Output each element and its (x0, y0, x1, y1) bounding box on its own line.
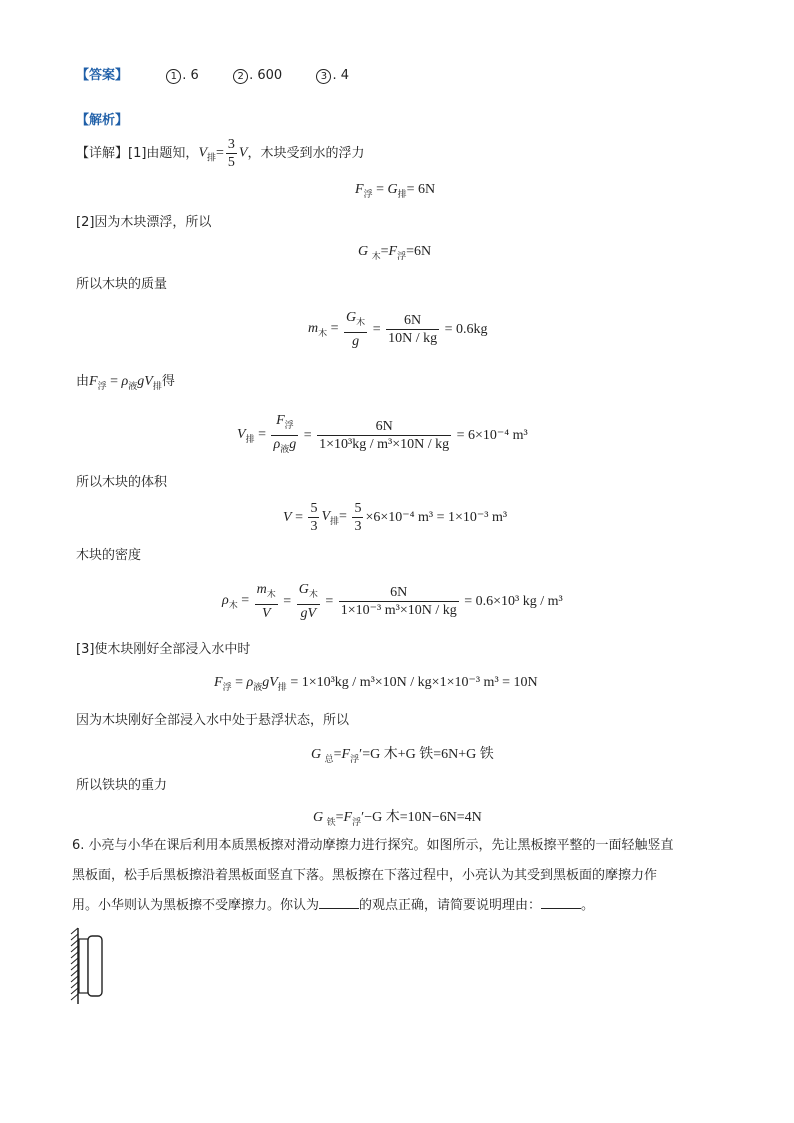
answer-item-3: 3 . 4 (316, 68, 349, 83)
answer-item-2: 2 . 600 (233, 68, 282, 83)
circled-number: 1 (166, 69, 181, 84)
analysis-tag: 【解析】 (76, 113, 129, 128)
formula-buoyancy-full: $F_浮 = \rho_液gV_排 = 1\times 10^3kg / m^3\times 10N / kg\times 1\times 10^{-3}$ m³ = 10N (214, 675, 538, 693)
detail-line-8: 因为木块刚好全部浸入水中处于悬浮状态，所以 (76, 713, 350, 728)
answer-blank-2[interactable] (541, 896, 581, 909)
formula-buoyancy-1: $F_浮 = G_排= 6N$ (355, 182, 436, 200)
answer-blank-1[interactable] (319, 896, 359, 909)
question-line-1: 6. 小亮与小华在课后利用本质黑板擦对滑动摩擦力进行探究。如图所示，先让黑板擦平整的一面轻触竖直 (72, 838, 674, 853)
detail-line-9: 所以铁块的重力 (76, 778, 168, 793)
formula-mass: $m_木$ = $\frac{G_木}{g}$ = $\frac{6N}{10N / kg}$ = 0.6kg (308, 310, 488, 349)
formula-density: $\rho_木$ = $\frac{m_木}{V}$ = $\frac{G_木}{gV}$ = $\frac{6N}{\text{1×10⁻³ m³×10N / kg}}$ = 0.6×10³ kg / m³ (222, 582, 563, 621)
answer-line (76, 67, 349, 85)
formula-v-pai: $V_排=$ $\frac{3}{5}$ V (198, 137, 248, 170)
answer-tag: 【答案】 (76, 68, 129, 83)
formula-volume-displaced: $V_排$ = $\frac{F_浮}{\rho_液g}$ = $\frac{6N}{\text{1×10³kg / m³×10N / kg}}$ = 6×10⁻⁴ m³ (237, 413, 528, 455)
formula-volume: V = $\frac{5}{3}$ $V_排=$ $\frac{5}{3}$ ×6×10⁻⁴ m³ = 1×10⁻³ m³ (283, 501, 508, 534)
blackboard-eraser-figure (66, 926, 110, 1006)
question-6 (72, 831, 674, 921)
formula-iron-gravity: G $_铁=F_浮'-G$ 木=10N−6N=4N (313, 810, 482, 828)
formula-gravity-wood: G $_木=F_浮=6N$ (358, 244, 432, 262)
detail-line-3: 所以木块的质量 (76, 277, 168, 292)
question-line-3: 用。小华则认为黑板擦不受摩擦力。你认为 的观点正确，请简要说明理由： 。 (72, 898, 595, 913)
detail-line-4: 由$F_浮 = \rho_液gV_排$得 (76, 374, 175, 392)
formula-total-gravity: G $_总=F_浮'=G$ 木+G 铁=6N+G 铁 (311, 747, 494, 765)
detail-tag: 【详解】 (76, 146, 129, 161)
answer-item-1: 1 . 6 (166, 68, 199, 83)
detail-line-1: 【详解】[1]由题知，$V_排=$ $\frac{3}{5}$ V，木块受到水的浮力 (76, 137, 365, 170)
detail-line-7: [3]使木块刚好全部浸入水中时 (76, 642, 251, 657)
circled-number: 2 (233, 69, 248, 84)
question-line-2: 黑板面，松手后黑板擦沿着黑板面竖直下落。黑板擦在下落过程中，小亮认为其受到黑板面的摩擦力作 (72, 868, 658, 883)
detail-line-2: [2]因为木块漂浮，所以 (76, 215, 212, 230)
circled-number: 3 (316, 69, 331, 84)
detail-line-5: 所以木块的体积 (76, 475, 168, 490)
detail-line-6: 木块的密度 (76, 548, 142, 563)
